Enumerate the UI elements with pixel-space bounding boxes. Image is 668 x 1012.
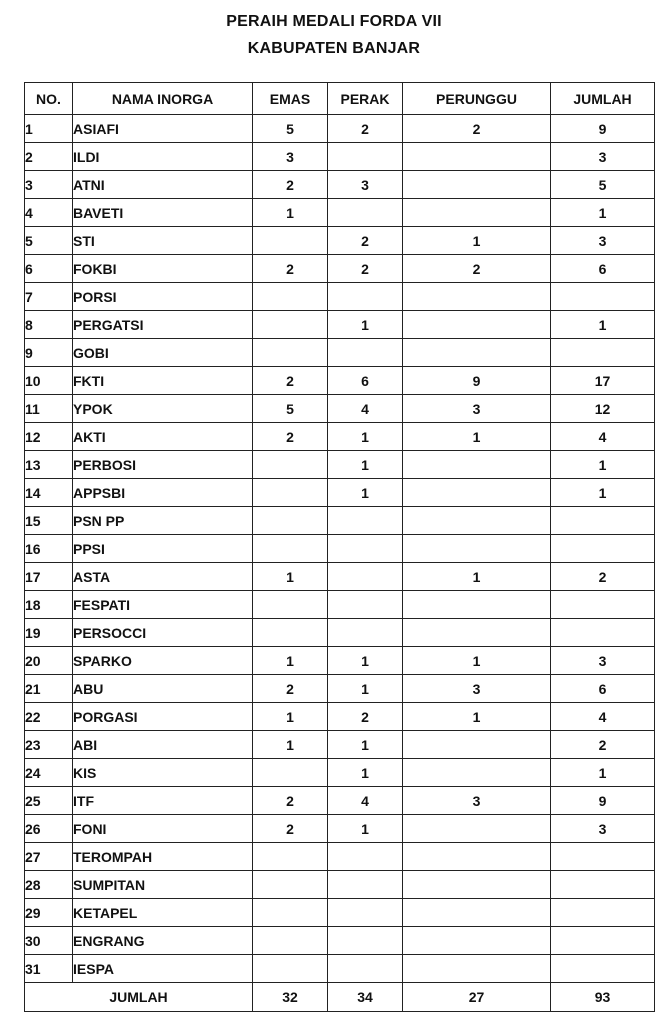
cell-jumlah: 6 [551,255,655,283]
total-emas: 32 [253,983,328,1012]
table-row [25,955,655,983]
cell-perunggu [403,731,551,759]
cell-jumlah [551,955,655,983]
cell-perak [328,535,403,563]
cell-nama-inorga: SUMPITAN [73,871,253,899]
cell-emas: 2 [253,787,328,815]
cell-jumlah: 5 [551,171,655,199]
cell-emas [253,759,328,787]
table-row [25,619,655,647]
cell-perak: 1 [328,311,403,339]
cell-perak [328,563,403,591]
cell-emas: 2 [253,367,328,395]
cell-no: 19 [25,619,73,647]
cell-jumlah: 3 [551,815,655,843]
cell-no: 6 [25,255,73,283]
cell-emas: 2 [253,255,328,283]
cell-emas [253,843,328,871]
cell-nama-inorga: YPOK [73,395,253,423]
cell-emas [253,535,328,563]
cell-no: 24 [25,759,73,787]
cell-emas [253,899,328,927]
cell-emas [253,955,328,983]
cell-emas [253,451,328,479]
cell-perak [328,871,403,899]
table-row [25,311,655,339]
cell-nama-inorga: ATNI [73,171,253,199]
cell-jumlah [551,507,655,535]
cell-nama-inorga: ITF [73,787,253,815]
cell-jumlah: 9 [551,787,655,815]
medal-table [24,82,655,1012]
cell-perak: 1 [328,815,403,843]
column-header-name: NAMA INORGA [73,83,253,115]
cell-jumlah: 1 [551,479,655,507]
column-header-no: NO. [25,83,73,115]
cell-emas: 5 [253,395,328,423]
cell-perak: 1 [328,423,403,451]
table-row [25,143,655,171]
cell-perunggu: 1 [403,703,551,731]
cell-perunggu [403,899,551,927]
cell-no: 1 [25,115,73,143]
cell-no: 11 [25,395,73,423]
cell-jumlah: 3 [551,143,655,171]
cell-perunggu [403,843,551,871]
cell-nama-inorga: AKTI [73,423,253,451]
cell-nama-inorga: PERSOCCI [73,619,253,647]
cell-perunggu [403,311,551,339]
table-row [25,703,655,731]
table-row [25,479,655,507]
cell-perak: 4 [328,395,403,423]
table-row [25,731,655,759]
cell-nama-inorga: KETAPEL [73,899,253,927]
cell-perak: 4 [328,787,403,815]
cell-jumlah [551,843,655,871]
cell-nama-inorga: IESPA [73,955,253,983]
cell-nama-inorga: FESPATI [73,591,253,619]
cell-perak: 3 [328,171,403,199]
cell-emas [253,591,328,619]
cell-emas [253,339,328,367]
table-row [25,591,655,619]
cell-emas: 1 [253,703,328,731]
table-row [25,227,655,255]
cell-perak: 1 [328,479,403,507]
cell-no: 7 [25,283,73,311]
cell-emas [253,619,328,647]
cell-nama-inorga: FOKBI [73,255,253,283]
cell-perunggu: 3 [403,395,551,423]
cell-perak [328,199,403,227]
table-body [25,115,655,983]
cell-nama-inorga: KIS [73,759,253,787]
cell-perunggu [403,171,551,199]
cell-nama-inorga: BAVETI [73,199,253,227]
cell-emas [253,927,328,955]
table-row [25,115,655,143]
cell-perunggu [403,283,551,311]
cell-no: 25 [25,787,73,815]
cell-no: 3 [25,171,73,199]
table-row [25,927,655,955]
cell-no: 30 [25,927,73,955]
cell-no: 5 [25,227,73,255]
cell-nama-inorga: ABU [73,675,253,703]
cell-jumlah: 1 [551,199,655,227]
cell-nama-inorga: TEROMPAH [73,843,253,871]
cell-no: 22 [25,703,73,731]
cell-no: 21 [25,675,73,703]
table-row [25,283,655,311]
cell-emas: 1 [253,647,328,675]
cell-perak: 2 [328,227,403,255]
cell-no: 28 [25,871,73,899]
cell-perunggu [403,479,551,507]
cell-emas: 3 [253,143,328,171]
total-jumlah: 93 [551,983,655,1012]
cell-perak [328,843,403,871]
cell-perak [328,507,403,535]
column-header-emas: EMAS [253,83,328,115]
cell-emas [253,479,328,507]
cell-jumlah [551,871,655,899]
table-row [25,367,655,395]
cell-perunggu: 3 [403,675,551,703]
cell-jumlah: 12 [551,395,655,423]
cell-emas: 2 [253,675,328,703]
cell-nama-inorga: PERGATSI [73,311,253,339]
cell-no: 18 [25,591,73,619]
cell-no: 12 [25,423,73,451]
table-row [25,563,655,591]
cell-perak [328,143,403,171]
cell-jumlah: 4 [551,423,655,451]
cell-perak: 1 [328,675,403,703]
cell-perak: 1 [328,731,403,759]
cell-nama-inorga: GOBI [73,339,253,367]
table-row [25,675,655,703]
cell-perunggu: 3 [403,787,551,815]
cell-no: 27 [25,843,73,871]
cell-emas: 1 [253,199,328,227]
cell-jumlah: 2 [551,731,655,759]
total-label: JUMLAH [25,983,253,1012]
cell-no: 31 [25,955,73,983]
cell-perak: 6 [328,367,403,395]
cell-perunggu [403,339,551,367]
cell-no: 8 [25,311,73,339]
page-title-line1: PERAIH MEDALI FORDA VII [226,13,442,30]
cell-perunggu: 1 [403,423,551,451]
cell-perak: 1 [328,647,403,675]
cell-jumlah [551,339,655,367]
cell-jumlah: 3 [551,227,655,255]
cell-perak [328,927,403,955]
cell-perunggu: 2 [403,255,551,283]
cell-perunggu [403,143,551,171]
cell-jumlah: 1 [551,759,655,787]
cell-perak [328,339,403,367]
cell-no: 9 [25,339,73,367]
cell-nama-inorga: ILDI [73,143,253,171]
cell-perunggu [403,535,551,563]
page-title-line2: KABUPATEN BANJAR [247,40,421,57]
cell-nama-inorga: PORGASI [73,703,253,731]
cell-jumlah: 17 [551,367,655,395]
table-row [25,535,655,563]
cell-nama-inorga: ASTA [73,563,253,591]
cell-perak [328,899,403,927]
total-perak: 34 [328,983,403,1012]
cell-emas: 5 [253,115,328,143]
cell-emas [253,227,328,255]
cell-perak [328,955,403,983]
cell-perak: 2 [328,703,403,731]
cell-perunggu: 1 [403,227,551,255]
cell-no: 10 [25,367,73,395]
cell-jumlah [551,591,655,619]
cell-nama-inorga: PORSI [73,283,253,311]
cell-no: 23 [25,731,73,759]
table-row [25,815,655,843]
cell-jumlah: 6 [551,675,655,703]
cell-perunggu [403,199,551,227]
cell-perunggu: 9 [403,367,551,395]
cell-no: 29 [25,899,73,927]
cell-nama-inorga: SPARKO [73,647,253,675]
table-row [25,507,655,535]
cell-jumlah: 4 [551,703,655,731]
table-row [25,395,655,423]
cell-nama-inorga: PERBOSI [73,451,253,479]
table-row [25,171,655,199]
cell-perunggu [403,927,551,955]
cell-no: 14 [25,479,73,507]
cell-perak: 2 [328,115,403,143]
cell-no: 4 [25,199,73,227]
column-header-perak: PERAK [328,83,403,115]
cell-perak [328,591,403,619]
table-row [25,451,655,479]
cell-emas [253,283,328,311]
cell-perak: 2 [328,255,403,283]
cell-perunggu: 2 [403,115,551,143]
cell-jumlah [551,619,655,647]
cell-jumlah: 1 [551,311,655,339]
cell-perunggu [403,815,551,843]
cell-perak [328,283,403,311]
cell-no: 16 [25,535,73,563]
cell-emas: 1 [253,563,328,591]
table-row [25,255,655,283]
table-row [25,199,655,227]
cell-nama-inorga: STI [73,227,253,255]
total-perunggu: 27 [403,983,551,1012]
cell-jumlah: 3 [551,647,655,675]
cell-no: 20 [25,647,73,675]
cell-nama-inorga: ENGRANG [73,927,253,955]
cell-jumlah: 9 [551,115,655,143]
cell-jumlah [551,283,655,311]
table-header-row [25,83,655,115]
cell-jumlah: 2 [551,563,655,591]
cell-nama-inorga: PSN PP [73,507,253,535]
cell-perunggu [403,759,551,787]
cell-nama-inorga: FKTI [73,367,253,395]
cell-perak: 1 [328,451,403,479]
table-row [25,423,655,451]
column-header-perunggu: PERUNGGU [403,83,551,115]
cell-perunggu [403,619,551,647]
cell-perunggu [403,451,551,479]
cell-perunggu [403,871,551,899]
table-row [25,787,655,815]
cell-emas: 1 [253,731,328,759]
total-row [25,983,655,1012]
table-row [25,339,655,367]
cell-emas [253,507,328,535]
column-header-jumlah: JUMLAH [551,83,655,115]
table-row [25,871,655,899]
cell-no: 26 [25,815,73,843]
cell-no: 15 [25,507,73,535]
cell-emas [253,311,328,339]
cell-perak: 1 [328,759,403,787]
table-row [25,759,655,787]
cell-nama-inorga: ASIAFI [73,115,253,143]
cell-jumlah: 1 [551,451,655,479]
cell-perunggu: 1 [403,563,551,591]
cell-nama-inorga: APPSBI [73,479,253,507]
cell-perunggu [403,955,551,983]
cell-emas [253,871,328,899]
cell-perunggu [403,507,551,535]
cell-no: 2 [25,143,73,171]
cell-perak [328,619,403,647]
cell-jumlah [551,899,655,927]
table-row [25,899,655,927]
cell-no: 13 [25,451,73,479]
cell-no: 17 [25,563,73,591]
cell-nama-inorga: ABI [73,731,253,759]
cell-perunggu [403,591,551,619]
cell-nama-inorga: PPSI [73,535,253,563]
cell-jumlah [551,535,655,563]
cell-perunggu: 1 [403,647,551,675]
cell-jumlah [551,927,655,955]
cell-emas: 2 [253,171,328,199]
table-row [25,843,655,871]
cell-emas: 2 [253,423,328,451]
table-row [25,647,655,675]
cell-nama-inorga: FONI [73,815,253,843]
cell-emas: 2 [253,815,328,843]
